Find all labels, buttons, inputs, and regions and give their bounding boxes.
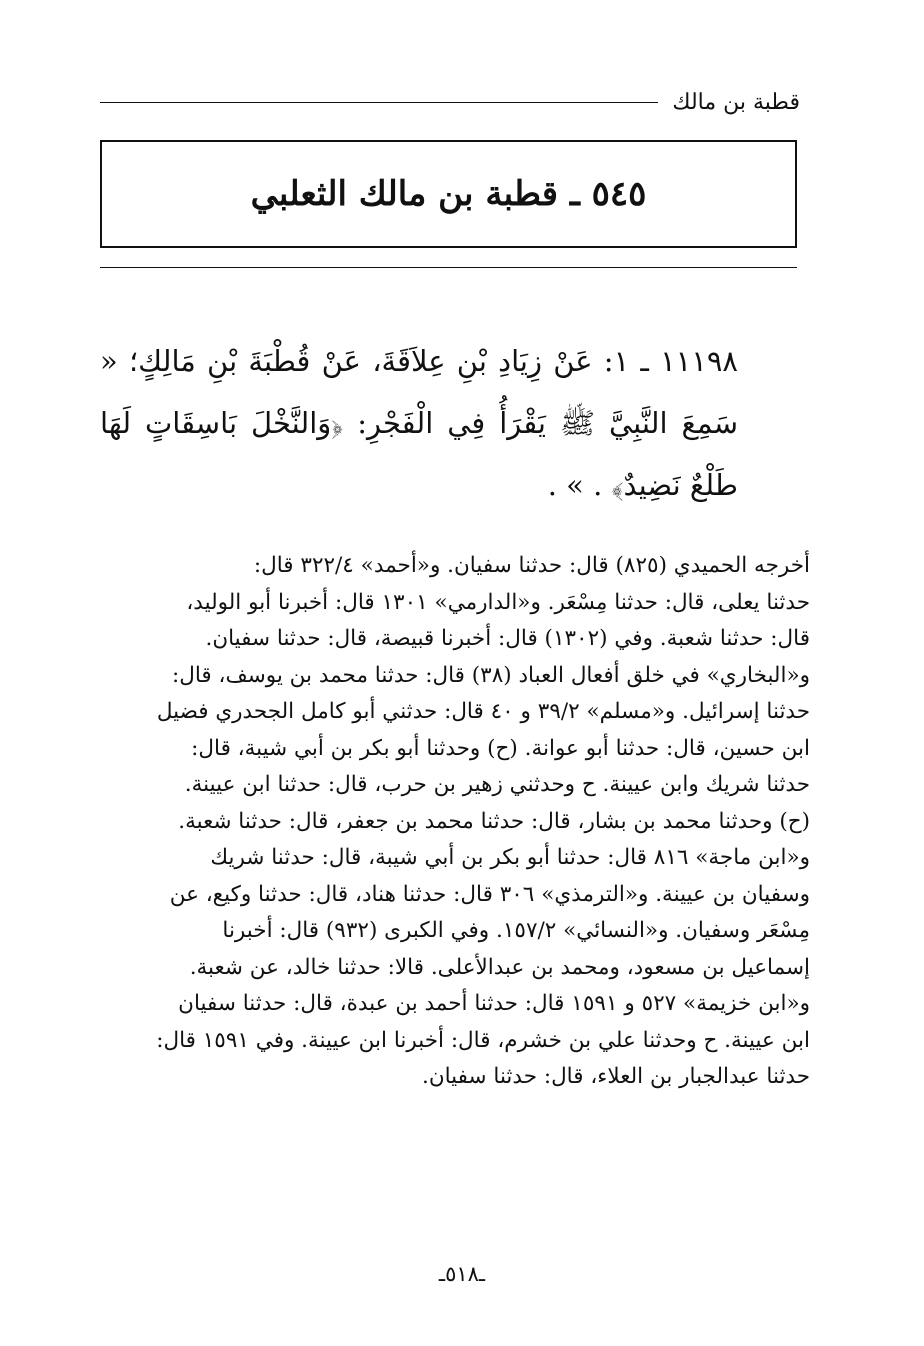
hadith-text: ١١١٩٨ ـ ١: عَنْ زِيَادِ بْنِ عِلاَقَةَ، عَنْ قُطْبَةَ بْنِ مَالِكٍ؛ « سَمِعَ النَّبِيَّ ﷺ يَقْرَأُ فِي الْفَجْرِ: ﴿وَالنَّخْلَ بَاسِقَاتٍ لَهَا طَلْعٌ نَضِيدٌ﴾ . » . [100, 344, 738, 502]
takhrij-line: حدثنا يعلى، قال: حدثنا مِسْعَر. و«الدارمي» ١٣٠١ قال: أخبرنا أبو الوليد، [186, 589, 810, 615]
entry-title-box [100, 140, 797, 248]
running-header-rule [100, 102, 658, 103]
running-header-title: قطبة بن مالك [672, 89, 800, 115]
takhrij-line: إسماعيل بن مسعود، ومحمد بن عبدالأعلى. قالا: حدثنا خالد، عن شعبة. [189, 954, 810, 980]
takhrij-line: حدثنا عبدالجبار بن العلاء، قال: حدثنا سفيان. [422, 1064, 810, 1089]
takhrij-line: و«ابن ماجة» ٨١٦ قال: حدثنا أبو بكر بن أبي شيبة، قال: حدثنا شريك [210, 845, 810, 870]
takhrij-line: وسفيان بن عيينة. و«الترمذي» ٣٠٦ قال: حدثنا هناد، قال: حدثنا وكيع، عن [169, 881, 810, 907]
takhrij-line: قال: حدثنا شعبة. وفي (١٣٠٢) قال: أخبرنا قبيصة، قال: حدثنا سفيان. [205, 626, 810, 651]
takhrij-line: و«ابن خزيمة» ٥٢٧ و ١٥٩١ قال: حدثنا أحمد بن عبدة، قال: حدثنا سفيان [178, 991, 810, 1016]
takhrij-paragraph [100, 548, 810, 1096]
page-number: ـ٥١٨ـ [438, 1262, 486, 1286]
takhrij-line: مِسْعَر وسفيان. و«النسائي» ١٥٧/٢. وفي الكبرى (٩٣٢) قال: أخبرنا [222, 918, 810, 943]
takhrij-line: أخرجه الحميدي (٨٢٥) قال: حدثنا سفيان. و«أحمد» ٣٢٢/٤ قال: [253, 553, 810, 578]
takhrij-line: حدثنا إسرائيل. و«مسلم» ٣٩/٢ و ٤٠ قال: حدثني أبو كامل الجحدري فضيل [156, 699, 810, 724]
takhrij-line: و«البخاري» في خلق أفعال العباد (٣٨) قال: حدثنا محمد بن يوسف، قال: [172, 662, 810, 688]
title-divider [100, 267, 797, 268]
takhrij-line: (ح) وحدثنا محمد بن بشار، قال: حدثنا محمد بن جعفر، قال: حدثنا شعبة. [178, 808, 810, 834]
entry-title: ٥٤٥ ـ قطبة بن مالك الثعلبي [250, 174, 647, 214]
running-header [100, 84, 800, 120]
takhrij-line: حدثنا شريك وابن عيينة. ح وحدثني زهير بن حرب، قال: حدثنا ابن عيينة. [184, 772, 810, 797]
takhrij-line: ابن حسين، قال: حدثنا أبو عوانة. (ح) وحدثنا أبو بكر بن أبي شيبة، قال: [191, 735, 810, 761]
takhrij-line: ابن عيينة. ح وحدثنا علي بن خشرم، قال: أخبرنا ابن عيينة. وفي ١٥٩١ قال: [156, 1027, 810, 1053]
